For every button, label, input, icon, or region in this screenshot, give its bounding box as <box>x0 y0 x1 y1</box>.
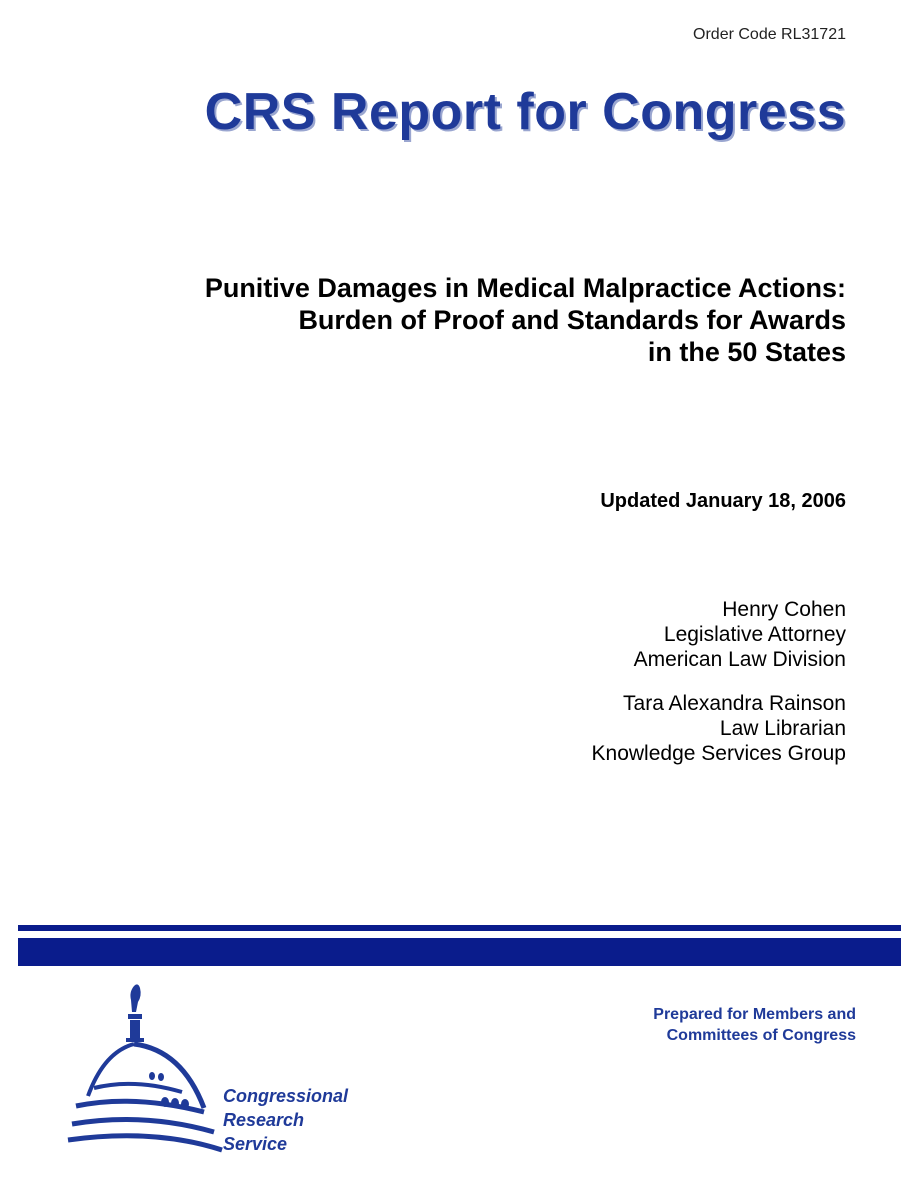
author-division: Knowledge Services Group <box>591 742 846 765</box>
report-title-line-3: in the 50 States <box>647 337 846 367</box>
order-code: Order Code RL31721 <box>693 26 846 43</box>
prepared-line-1: Prepared for Members and <box>653 1006 856 1023</box>
divider-thick <box>18 938 901 966</box>
logo-wordmark <box>223 1084 348 1156</box>
report-title-line-2: Burden of Proof and Standards for Awards <box>298 305 846 335</box>
prepared-for <box>653 1004 856 1046</box>
prepared-line-2: Committees of Congress <box>666 1027 856 1044</box>
author-title: Law Librarian <box>719 717 846 740</box>
logo-line-3: Service <box>223 1134 288 1154</box>
author-division: American Law Division <box>633 648 846 671</box>
author-title: Legislative Attorney <box>663 623 846 646</box>
updated-date: Updated January 18, 2006 <box>600 490 846 512</box>
author-block-1 <box>634 597 846 672</box>
author-block-2 <box>592 691 846 766</box>
report-title-line-1: Punitive Damages in Medical Malpractice Actions: <box>204 273 846 303</box>
divider-thin <box>18 925 901 931</box>
author-name: Tara Alexandra Rainson <box>623 692 846 715</box>
masthead-title: CRS Report for Congress <box>204 83 846 141</box>
capitol-dome-icon <box>64 978 244 1163</box>
logo-line-2: Research <box>223 1110 305 1130</box>
report-title <box>86 272 846 368</box>
author-name: Henry Cohen <box>722 598 846 621</box>
logo-line-1: Congressional <box>223 1086 349 1106</box>
